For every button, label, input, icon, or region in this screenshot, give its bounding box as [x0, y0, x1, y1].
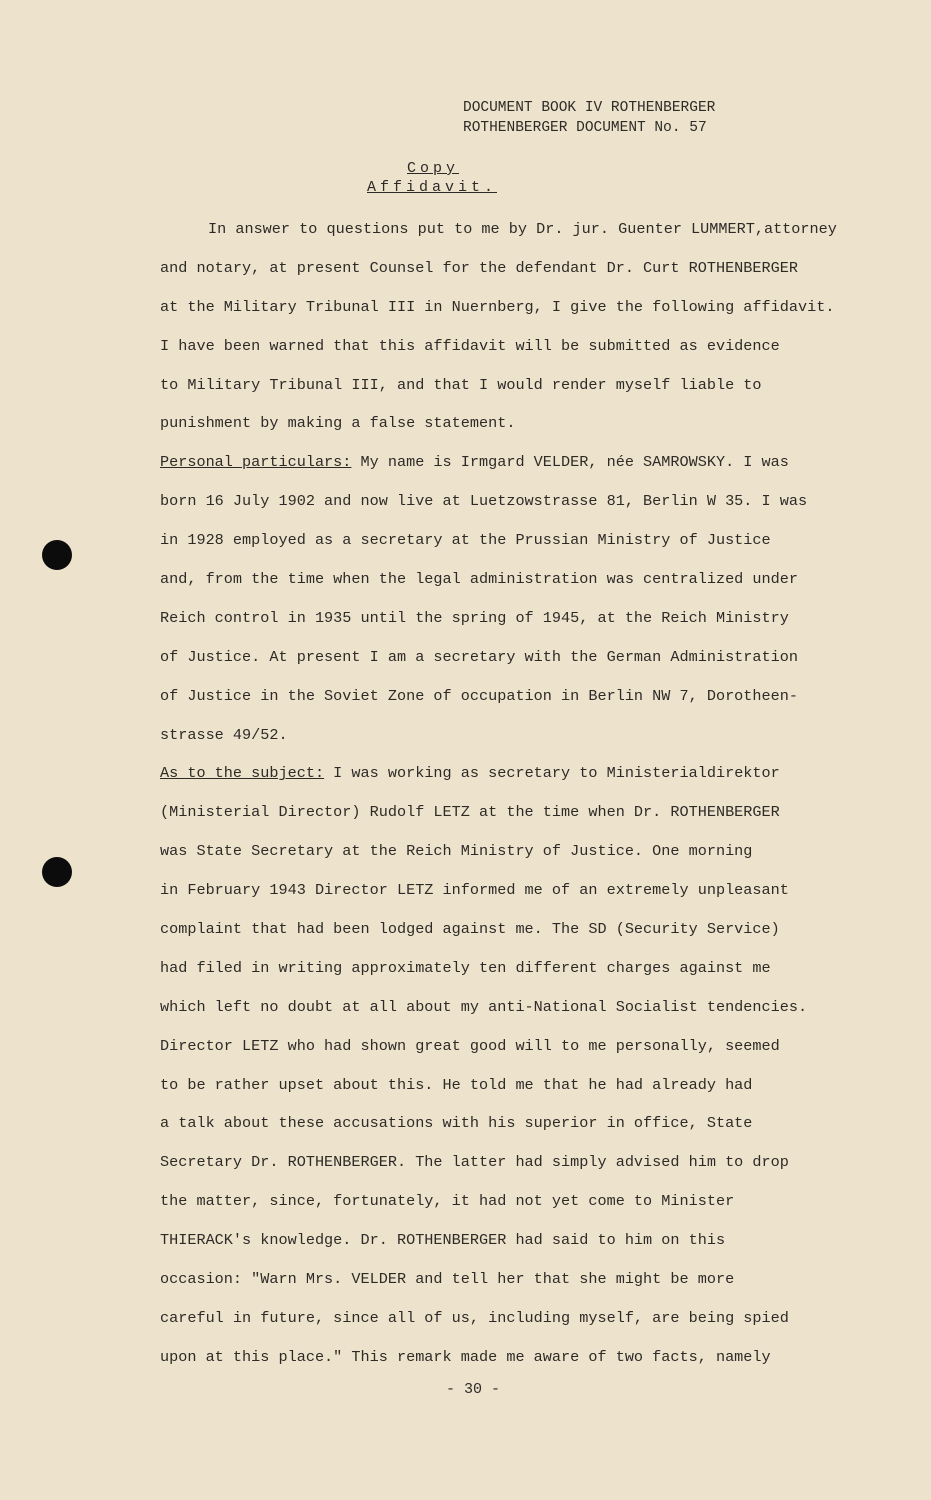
subject-line — [160, 754, 865, 793]
text-line: Reich control in 1935 until the spring of 1945, at the Reich Ministry — [160, 608, 789, 627]
punch-hole — [42, 540, 72, 570]
header-line-1: DOCUMENT BOOK IV ROTHENBERGER — [463, 100, 716, 116]
text-line: THIERACK's knowledge. Dr. ROTHENBERGER had said to him on this — [160, 1231, 726, 1250]
text-line: was State Secretary at the Reich Ministry of Justice. One morning — [160, 842, 753, 861]
page-number: - 30 - — [446, 1381, 501, 1398]
text-line: of Justice in the Soviet Zone of occupation in Berlin NW 7, Dorotheen- — [160, 686, 798, 705]
punch-hole — [42, 857, 72, 887]
text-line: of Justice. At present I am a secretary with the German Administration — [160, 647, 798, 666]
personal-particulars-label: Personal particulars: — [160, 453, 352, 472]
text-line: which left no doubt at all about my anti-National Socialist tendencies. — [160, 997, 808, 1016]
text-line: I have been warned that this affidavit will be submitted as evidence — [160, 336, 780, 355]
text-line: and, from the time when the legal administration was centralized under — [160, 570, 798, 589]
text-line: to be rather upset about this. He told me that he had already had — [160, 1075, 753, 1094]
text-line: In answer to questions put to me by Dr. jur. Guenter LUMMERT,attorney — [208, 220, 837, 238]
text-line: and notary, at present Counsel for the defendant Dr. Curt ROTHENBERGER — [160, 258, 798, 277]
personal-particulars-line — [160, 443, 865, 482]
text-line: in 1928 employed as a secretary at the Prussian Ministry of Justice — [160, 531, 771, 550]
text-line: upon at this place." This remark made me aware of two facts, namely — [160, 1347, 771, 1366]
text-line: strasse 49/52. — [160, 725, 288, 744]
text-fragment: I was working as secretary to Ministerialdirektor — [324, 764, 780, 783]
document-header — [463, 98, 715, 138]
text-line: complaint that had been lodged against me. The SD (Security Service) — [160, 920, 780, 939]
text-line: Director LETZ who had shown great good will to me personally, seemed — [160, 1036, 780, 1055]
text-line: Secretary Dr. ROTHENBERGER. The latter had simply advised him to drop — [160, 1153, 789, 1172]
affidavit-body — [160, 210, 865, 1377]
text-line: careful in future, since all of us, including myself, are being spied — [160, 1308, 789, 1327]
text-line: a talk about these accusations with his superior in office, State — [160, 1114, 753, 1133]
text-line: to Military Tribunal III, and that I would render myself liable to — [160, 375, 762, 394]
copy-title: Copy — [407, 160, 460, 177]
text-line: born 16 July 1902 and now live at Luetzowstrasse 81, Berlin W 35. I was — [160, 492, 808, 511]
text-line: in February 1943 Director LETZ informed me of an extremely unpleasant — [160, 881, 789, 900]
text-line: (Ministerial Director) Rudolf LETZ at the time when Dr. ROTHENBERGER — [160, 803, 780, 822]
text-line: punishment by making a false statement. — [160, 414, 516, 433]
text-fragment: My name is Irmgard VELDER, née SAMROWSKY. I was — [351, 453, 789, 472]
text-line: occasion: "Warn Mrs. VELDER and tell her that she might be more — [160, 1270, 735, 1289]
text-line: at the Military Tribunal III in Nuernberg, I give the following affidavit. — [160, 297, 835, 316]
subject-label: As to the subject: — [160, 764, 325, 783]
text-line: had filed in writing approximately ten different charges against me — [160, 958, 771, 977]
text-line: the matter, since, fortunately, it had not yet come to Minister — [160, 1192, 735, 1211]
affidavit-title: Affidavit. — [367, 179, 498, 196]
header-line-2: ROTHENBERGER DOCUMENT No. 57 — [463, 120, 707, 136]
